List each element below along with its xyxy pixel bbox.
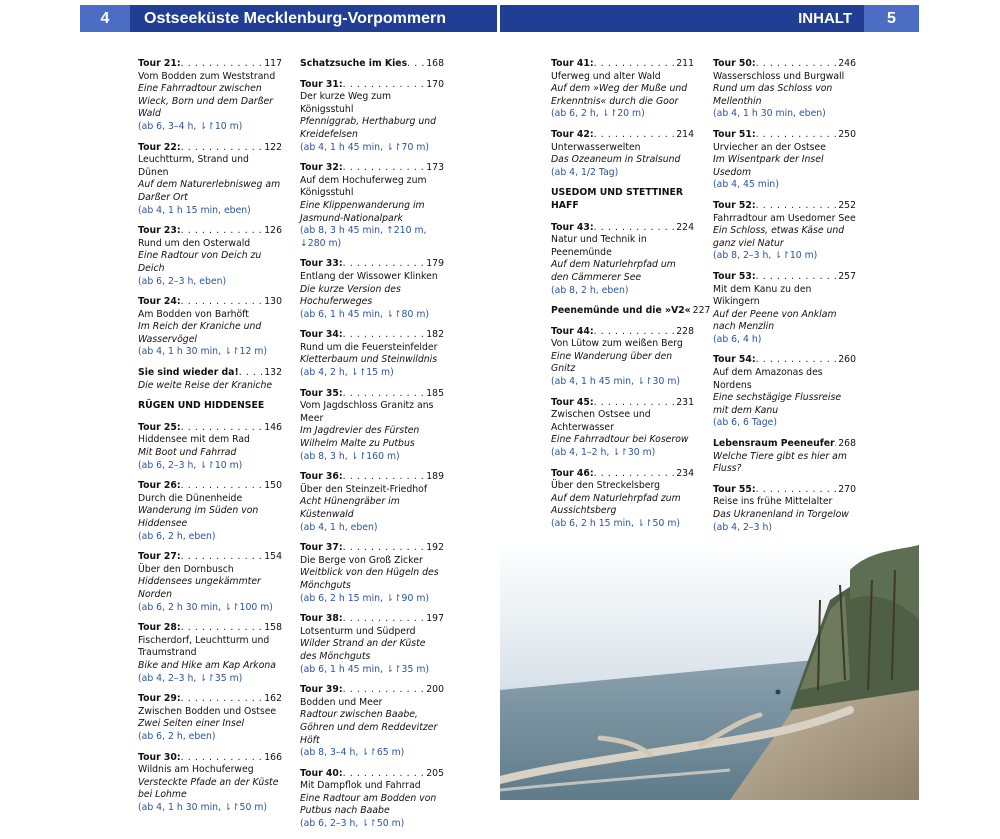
toc-page-number: 130	[264, 296, 282, 308]
toc-entry-meta: (ab 6, 2 h 30 min, ⇂↾100 m)	[138, 601, 273, 613]
toc-entry-heading	[138, 367, 282, 380]
toc-entry	[300, 79, 444, 155]
toc-entry	[138, 622, 282, 685]
toc-entry-subtitle: Auf dem Naturlehrpfad um den Cämmerer See	[551, 259, 676, 283]
toc-page-number: 170	[426, 78, 444, 90]
toc-entry-heading	[300, 162, 444, 175]
toc-entry-meta: (ab 4, 1/2 Tag)	[551, 166, 619, 178]
toc-entry-title: Unterwasserwelten	[551, 141, 641, 153]
toc-entry-label: Tour 51:	[713, 128, 756, 140]
toc-entry-label: Lebensraum Peeneufer	[713, 438, 835, 450]
toc-entry-title: Auf dem Hochuferweg zum Königsstuhl	[300, 174, 427, 199]
toc-entry-title: Am Bodden von Barhöft	[138, 308, 249, 320]
toc-leader-dots	[343, 258, 425, 271]
toc-page-number: 260	[838, 354, 856, 366]
toc-entry-heading	[551, 222, 694, 235]
toc-entry	[138, 693, 282, 743]
toc-entry-heading	[551, 129, 694, 142]
toc-entry-label: Tour 42:	[551, 128, 594, 140]
toc-entry	[551, 326, 694, 389]
toc-entry-label: Tour 35:	[300, 387, 343, 399]
toc-entry-subtitle: Im Wisentpark der Insel Usedom	[713, 154, 824, 178]
toc-entry	[551, 468, 694, 531]
toc-page-number: 197	[426, 613, 444, 625]
toc-entry-subtitle: Eine Klippenwanderung im Jasmund-Nationalpark	[300, 199, 425, 224]
toc-leader-dots	[181, 58, 263, 71]
toc-entry-meta: (ab 4, 2–3 h)	[713, 521, 772, 533]
toc-entry-subtitle: Die weite Reise der Kraniche	[138, 379, 273, 391]
toc-page-number: 227	[692, 305, 711, 317]
toc-leader-dots	[594, 326, 675, 339]
toc-entry-label: Tour 40:	[300, 767, 343, 779]
toc-entry-heading	[300, 58, 444, 71]
toc-entry-subtitle: Auf dem Naturlehrpfad zum Aussichtsberg	[551, 492, 681, 517]
toc-entry-label: Tour 21:	[138, 58, 181, 69]
toc-entry-meta: (ab 4, 45 min)	[713, 179, 779, 191]
toc-entry-title: Natur und Technik in Peenemünde	[551, 234, 647, 258]
toc-entry-meta: (ab 6, 2 h, ⇂↾20 m)	[551, 108, 645, 120]
toc-entry-label: Tour 52:	[713, 199, 756, 211]
toc-entry-label: Tour 28:	[138, 622, 181, 634]
toc-entry-label: Tour 23:	[138, 225, 181, 237]
toc-leader-dots	[594, 397, 675, 410]
toc-entry-meta: (ab 6, 2 h 15 min, ⇂↾90 m)	[300, 592, 429, 604]
toc-leader-dots	[756, 58, 837, 71]
toc-entry	[300, 58, 444, 71]
beach-driftwood-photo	[500, 540, 919, 800]
toc-page-number: 162	[264, 693, 282, 705]
toc-entry-label: Tour 53:	[713, 270, 756, 282]
toc-entry-label: Tour 33:	[300, 258, 343, 270]
toc-entry-title: Rund um den Osterwald	[138, 237, 251, 249]
toc-entry-subtitle: Hiddensees ungekämmter Norden	[138, 576, 261, 600]
toc-list-2	[300, 58, 444, 831]
toc-entry-subtitle: Welche Tiere gibt es hier am Fluss?	[713, 450, 847, 475]
toc-entry-meta: (ab 4, 1 h 15 min, eben)	[138, 204, 251, 216]
toc-entry-title: Zwischen Ostsee und Achterwasser	[551, 409, 651, 433]
toc-entry-subtitle: Wilder Strand an der Küste des Mönchguts	[300, 638, 426, 662]
toc-entry	[138, 58, 282, 134]
toc-entry	[138, 480, 282, 543]
toc-entry-title: Wasserschloss und Burgwall	[713, 70, 845, 82]
toc-entry	[138, 422, 282, 472]
toc-entry-meta: (ab 8, 3 h, ⇂↾160 m)	[300, 450, 400, 462]
toc-page-number: 224	[676, 221, 694, 233]
toc-entry-label: Tour 24:	[138, 296, 181, 308]
toc-entry	[138, 142, 282, 218]
toc-entry-heading	[300, 542, 444, 555]
toc-entry-heading	[713, 58, 856, 71]
toc-entry-meta: (ab 4, 1 h, eben)	[300, 521, 378, 533]
toc-entry-subtitle: Acht Hünengräber im Küstenwald	[300, 496, 400, 520]
toc-page-number: 173	[426, 162, 444, 174]
toc-entry-heading	[300, 258, 444, 271]
toc-entry-title: Wildnis am Hochuferweg	[138, 764, 254, 776]
toc-entry-heading	[713, 438, 856, 451]
toc-entry-heading	[138, 480, 282, 493]
toc-page-number: 200	[426, 684, 444, 696]
toc-entry-title: Leuchtturm, Strand und Dünen	[138, 154, 249, 178]
toc-entry-meta: (ab 4, 1 h 30 min, ⇂↾50 m)	[138, 801, 267, 813]
toc-entry-meta: (ab 8, 3 h 45 min, ↑210 m, ↓280 m)	[300, 225, 427, 249]
toc-leader-dots	[594, 58, 675, 71]
toc-entry-meta: (ab 8, 2–3 h, ⇂↾10 m)	[713, 250, 818, 262]
toc-entry-title: Mit Dampflok und Fahrrad	[300, 780, 421, 792]
toc-entry-subtitle: Rund um das Schloss von Mellenthin	[713, 83, 833, 107]
toc-page-number: 117	[264, 58, 282, 69]
toc-entry-subtitle: Im Jagdrevier des Fürsten Wilhelm Malte zu Putbus	[300, 425, 420, 450]
toc-entry-heading	[138, 752, 282, 765]
toc-entry-title: Entlang der Wissower Klinken	[300, 270, 438, 282]
toc-entry	[300, 162, 444, 250]
toc-entry-subtitle: Mit Boot und Fahrrad	[138, 447, 237, 459]
toc-entry-meta: (ab 6, 1 h 45 min, ⇂↾35 m)	[300, 663, 429, 675]
toc-entry-subtitle: Bike and Hike am Kap Arkona	[138, 659, 276, 671]
toc-list-1	[138, 58, 282, 392]
toc-entry	[713, 129, 856, 192]
toc-page-number: 234	[676, 467, 694, 479]
toc-page-number: 257	[838, 270, 856, 282]
toc-entry	[300, 613, 444, 676]
toc-entry-heading	[551, 397, 694, 410]
toc-entry-label: Tour 46:	[551, 467, 594, 479]
toc-entry-title: Von Lütow zum weißen Berg	[551, 338, 683, 350]
toc-entry	[713, 438, 856, 476]
toc-entry-meta: (ab 8, 2 h, eben)	[551, 284, 629, 296]
toc-entry-heading	[713, 271, 856, 284]
toc-entry	[713, 354, 856, 430]
toc-entry-subtitle: Wanderung im Süden von Hiddensee	[138, 505, 259, 529]
toc-list-3	[551, 58, 694, 179]
toc-page-number: 189	[426, 471, 444, 483]
toc-leader-dots	[343, 388, 425, 401]
toc-page-number: 250	[838, 128, 856, 140]
toc-leader-dots	[594, 468, 675, 481]
toc-entry-meta: (ab 4, 2 h, ⇂↾15 m)	[300, 367, 394, 379]
toc-entry-label: Tour 34:	[300, 329, 343, 341]
toc-entry	[300, 388, 444, 464]
toc-page-number: 231	[676, 396, 694, 408]
toc-page-number: 252	[838, 199, 856, 211]
toc-entry-subtitle: Kletterbaum und Steinwildnis	[300, 354, 438, 366]
toc-entry-label: Tour 29:	[138, 693, 181, 705]
toc-entry-label: Tour 32:	[300, 162, 343, 174]
section-heading-ruegen: RÜGEN UND HIDDENSEE	[138, 400, 265, 412]
toc-leader-dots	[756, 484, 837, 497]
toc-entry-heading	[300, 79, 444, 92]
toc-entry-subtitle: Eine Radtour am Bodden von Putbus nach Baabe	[300, 792, 437, 817]
left-page-header-title: Ostseeküste Mecklenburg-Vorpommern	[130, 5, 497, 32]
toc-entry-subtitle: Das Ukranenland in Torgelow	[713, 509, 849, 520]
toc-entry-title: Fischerdorf, Leuchtturm und Traumstrand	[138, 634, 270, 659]
toc-entry-label: Tour 38:	[300, 613, 343, 625]
toc-entry	[713, 200, 856, 263]
right-page-header-title: INHALT	[500, 5, 864, 32]
toc-page-number: 214	[676, 128, 694, 140]
toc-page-number: 122	[264, 141, 282, 153]
toc-entry-heading	[551, 58, 694, 71]
toc-entry	[551, 305, 711, 318]
toc-entry-title: Mit dem Kanu zu den Wikingern	[713, 283, 812, 308]
toc-entry-meta: (ab 4, 1 h 45 min, ⇂↾70 m)	[300, 141, 429, 153]
toc-page-number: 166	[264, 751, 282, 763]
toc-leader-dots	[181, 480, 263, 493]
toc-page-number: 205	[426, 767, 444, 779]
toc-entry-meta: (ab 6, 6 Tage)	[713, 417, 777, 429]
toc-entry-subtitle: Eine sechstägige Flussreise mit dem Kanu	[713, 392, 842, 416]
toc-entry-meta: (ab 6, 2–3 h, ⇂↾10 m)	[138, 459, 243, 471]
toc-entry-heading	[300, 613, 444, 626]
toc-entry	[300, 258, 444, 321]
toc-leader-dots	[181, 296, 263, 309]
toc-entry-title: Rund um die Feuersteinfelder	[300, 341, 438, 353]
toc-entry-title: Der kurze Weg zum Königsstuhl	[300, 91, 392, 115]
toc-page-number: 168	[426, 58, 444, 69]
toc-entry-heading	[713, 354, 856, 367]
toc-entry	[138, 551, 282, 614]
toc-entry-label: Tour 36:	[300, 471, 343, 483]
toc-entry-heading	[300, 768, 444, 781]
toc-entry-label: Tour 25:	[138, 421, 181, 433]
toc-page-number: 185	[426, 387, 444, 399]
toc-leader-dots	[756, 354, 837, 367]
toc-entry-label: Tour 31:	[300, 78, 343, 90]
toc-entry-label: Tour 43:	[551, 221, 594, 233]
toc-leader-dots	[756, 200, 837, 213]
toc-page-number: 179	[426, 258, 444, 270]
toc-leader-dots	[756, 129, 837, 142]
toc-entry-heading	[138, 142, 282, 155]
toc-entry-title: Die Berge von Groß Zicker	[300, 554, 423, 566]
toc-entry	[300, 768, 444, 831]
section-heading-usedom: USEDOM UND STETTINER HAFF	[551, 187, 684, 211]
toc-page-number: 268	[838, 438, 856, 450]
toc-entry-meta: (ab 6, 2–3 h, eben)	[138, 275, 227, 287]
toc-entry-label: Tour 50:	[713, 58, 756, 69]
toc-entry-subtitle: Auf dem »Weg der Muße und Erkenntnis« durch die Goor	[551, 83, 688, 107]
toc-entry	[300, 471, 444, 534]
toc-entry-heading	[551, 326, 694, 339]
toc-page-number: 192	[426, 542, 444, 554]
toc-entry-label: Sie sind wieder da!	[138, 367, 239, 379]
toc-entry-meta: (ab 6, 1 h 45 min, ⇂↾80 m)	[300, 308, 429, 320]
toc-entry	[300, 684, 444, 760]
toc-entry	[138, 367, 282, 392]
left-page-number: 4	[80, 5, 130, 32]
toc-entry-title: Fahrradtour am Usedomer See	[713, 212, 856, 224]
toc-entry	[713, 58, 856, 121]
toc-entry-subtitle: Auf dem Naturerlebnisweg am Darßer Ort	[138, 179, 281, 203]
toc-entry-subtitle: Die kurze Version des Hochuferweges	[300, 283, 401, 308]
toc-entry	[551, 397, 694, 460]
toc-page-number: 150	[264, 480, 282, 492]
toc-list-4	[713, 58, 856, 534]
toc-page-number: 126	[264, 225, 282, 237]
toc-entry-heading	[713, 129, 856, 142]
toc-leader-dots	[343, 162, 425, 175]
toc-entry-title: Über den Dornbusch	[138, 563, 234, 575]
toc-entry	[138, 225, 282, 288]
toc-entry-subtitle: Auf der Peene von Anklam nach Menzlin	[713, 308, 837, 333]
toc-page-number: 228	[676, 325, 694, 337]
toc-entry-subtitle: Pfenniggrab, Herthaburg und Kreidefelsen	[300, 116, 437, 140]
toc-entry-title: Vom Bodden zum Weststrand	[138, 70, 276, 82]
toc-page-number: 158	[264, 622, 282, 634]
toc-entry-heading	[138, 551, 282, 564]
toc-leader-dots	[343, 613, 425, 626]
toc-entry-heading	[138, 693, 282, 706]
toc-entry-label: Tour 41:	[551, 58, 594, 69]
toc-entry	[713, 271, 856, 347]
toc-entry	[138, 752, 282, 815]
toc-leader-dots	[181, 225, 263, 238]
toc-entry	[713, 484, 856, 534]
toc-entry-title: Über den Streckelsberg	[551, 480, 661, 492]
toc-entry	[300, 542, 444, 605]
toc-entry-meta: (ab 4, 1 h 30 min, eben)	[713, 108, 826, 120]
toc-entry-label: Tour 27:	[138, 551, 181, 563]
toc-entry	[138, 296, 282, 359]
toc-entry-meta: (ab 4, 2–3 h, ⇂↾35 m)	[138, 672, 243, 684]
toc-entry-title: Hiddensee mit dem Rad	[138, 434, 250, 446]
toc-leader-dots	[343, 684, 425, 697]
toc-entry-subtitle: Eine Fahrradtour zwischen Wieck, Born und dem Darßer Wald	[138, 83, 273, 120]
toc-entry-title: Auf dem Amazonas des Nordens	[713, 367, 823, 391]
toc-entry-title: Über den Steinzeit-Friedhof	[300, 483, 428, 495]
toc-entry	[551, 222, 694, 298]
toc-entry-title: Urviecher an der Ostsee	[713, 141, 826, 153]
toc-entry-subtitle: Das Ozeaneum in Stralsund	[551, 154, 681, 166]
toc-leader-dots	[181, 551, 263, 564]
toc-entry-title: Bodden und Meer	[300, 696, 383, 708]
toc-entry-meta: (ab 4, 1 h 45 min, ⇂↾30 m)	[551, 376, 680, 388]
toc-entry-label: Tour 26:	[138, 480, 181, 492]
toc-entry-subtitle: Ein Schloss, etwas Käse und ganz viel Natur	[713, 225, 845, 249]
toc-leader-dots	[181, 142, 263, 155]
toc-entry-title: Reise ins frühe Mittelalter	[713, 496, 833, 508]
toc-leader-dots	[181, 693, 263, 706]
toc-leader-dots	[239, 367, 263, 380]
toc-leader-dots	[343, 329, 425, 342]
right-page-number: 5	[864, 5, 919, 32]
toc-leader-dots	[756, 271, 837, 284]
toc-entry-label: Peenemünde und die »V2«	[551, 305, 691, 317]
toc-entry-label: Tour 45:	[551, 396, 594, 408]
toc-entry-heading	[138, 225, 282, 238]
toc-entry-heading	[300, 329, 444, 342]
toc-entry-label: Tour 30:	[138, 751, 181, 763]
toc-entry-subtitle: Zwei Seiten einer Insel	[138, 718, 245, 730]
toc-leader-dots	[594, 129, 675, 142]
toc-entry-label: Tour 44:	[551, 325, 594, 337]
toc-leader-dots	[594, 222, 675, 235]
toc-entry-heading	[300, 471, 444, 484]
toc-entry-label: Tour 54:	[713, 354, 756, 366]
toc-entry	[551, 58, 694, 121]
toc-entry-subtitle: Radtour zwischen Baabe, Göhren und dem Reddevitzer Höft	[300, 709, 438, 746]
toc-entry-title: Zwischen Bodden und Ostsee	[138, 705, 277, 717]
toc-entry-heading	[138, 296, 282, 309]
toc-entry-subtitle: Eine Wanderung über den Gnitz	[551, 350, 673, 375]
toc-page-number: 146	[264, 421, 282, 433]
toc-page-number: 246	[838, 58, 856, 69]
toc-entry-subtitle: Weitblick von den Hügeln des Mönchguts	[300, 567, 439, 591]
toc-entry-title: Uferweg und alter Wald	[551, 70, 661, 82]
toc-entry-meta: (ab 6, 3–4 h, ⇂↾10 m)	[138, 120, 243, 132]
toc-entry-title: Durch die Dünenheide	[138, 492, 243, 504]
toc-page-number: 182	[426, 329, 444, 341]
toc-entry-title: Lotsenturm und Südperd	[300, 625, 416, 637]
toc-entry-label: Tour 22:	[138, 141, 181, 153]
toc-entry-heading	[138, 622, 282, 635]
toc-entry-meta: (ab 6, 4 h)	[713, 333, 762, 345]
toc-leader-dots	[181, 422, 263, 435]
toc-entry-meta: (ab 6, 2 h, eben)	[138, 530, 216, 542]
toc-leader-dots	[343, 768, 425, 781]
toc-leader-dots	[343, 471, 425, 484]
toc-page-number: 132	[264, 367, 282, 379]
toc-entry-subtitle: Eine Radtour von Deich zu Deich	[138, 250, 262, 274]
toc-entry-heading	[713, 484, 856, 497]
toc-entry-meta: (ab 6, 2–3 h, ⇂↾50 m)	[300, 818, 405, 830]
toc-list-1b	[138, 422, 282, 815]
toc-page-number: 154	[264, 551, 282, 563]
toc-entry-label: Tour 37:	[300, 542, 343, 554]
toc-entry-heading	[300, 684, 444, 697]
toc-leader-dots	[407, 58, 424, 71]
toc-entry-subtitle: Versteckte Pfade an der Küste bei Lohme	[138, 776, 279, 801]
toc-entry-title: Vom Jagdschloss Granitz ans Meer	[300, 400, 434, 424]
toc-entry-heading	[713, 200, 856, 213]
toc-column-1	[138, 58, 282, 822]
toc-column-2	[300, 58, 444, 839]
toc-entry-meta: (ab 6, 2 h 15 min, ⇂↾50 m)	[551, 518, 680, 529]
toc-leader-dots	[181, 752, 263, 765]
toc-entry	[300, 329, 444, 379]
toc-entry-meta: (ab 4, 1 h 30 min, ⇂↾12 m)	[138, 346, 267, 358]
toc-entry-label: Tour 55:	[713, 483, 756, 495]
toc-entry	[551, 129, 694, 179]
toc-entry-heading	[138, 58, 282, 71]
toc-entry-subtitle: Eine Fahrradtour bei Koserow	[551, 434, 689, 446]
toc-entry-meta: (ab 4, 1–2 h, ⇂↾30 m)	[551, 447, 656, 459]
toc-page-number: 211	[676, 58, 694, 69]
toc-entry-label: Tour 39:	[300, 684, 343, 696]
toc-entry-heading	[300, 388, 444, 401]
toc-entry-heading	[138, 422, 282, 435]
toc-entry-subtitle: Im Reich der Kraniche und Wasservögel	[138, 321, 262, 345]
toc-page-number: 270	[838, 483, 856, 495]
toc-entry-meta: (ab 8, 3–4 h, ⇂↾65 m)	[300, 747, 405, 759]
toc-entry-heading	[551, 468, 694, 481]
toc-leader-dots	[343, 79, 425, 92]
toc-leader-dots	[343, 542, 425, 555]
toc-entry-label: Schatzsuche im Kies	[300, 58, 408, 69]
toc-entry-heading	[551, 305, 711, 318]
toc-leader-dots	[181, 622, 263, 635]
toc-entry-meta: (ab 6, 2 h, eben)	[138, 730, 216, 742]
